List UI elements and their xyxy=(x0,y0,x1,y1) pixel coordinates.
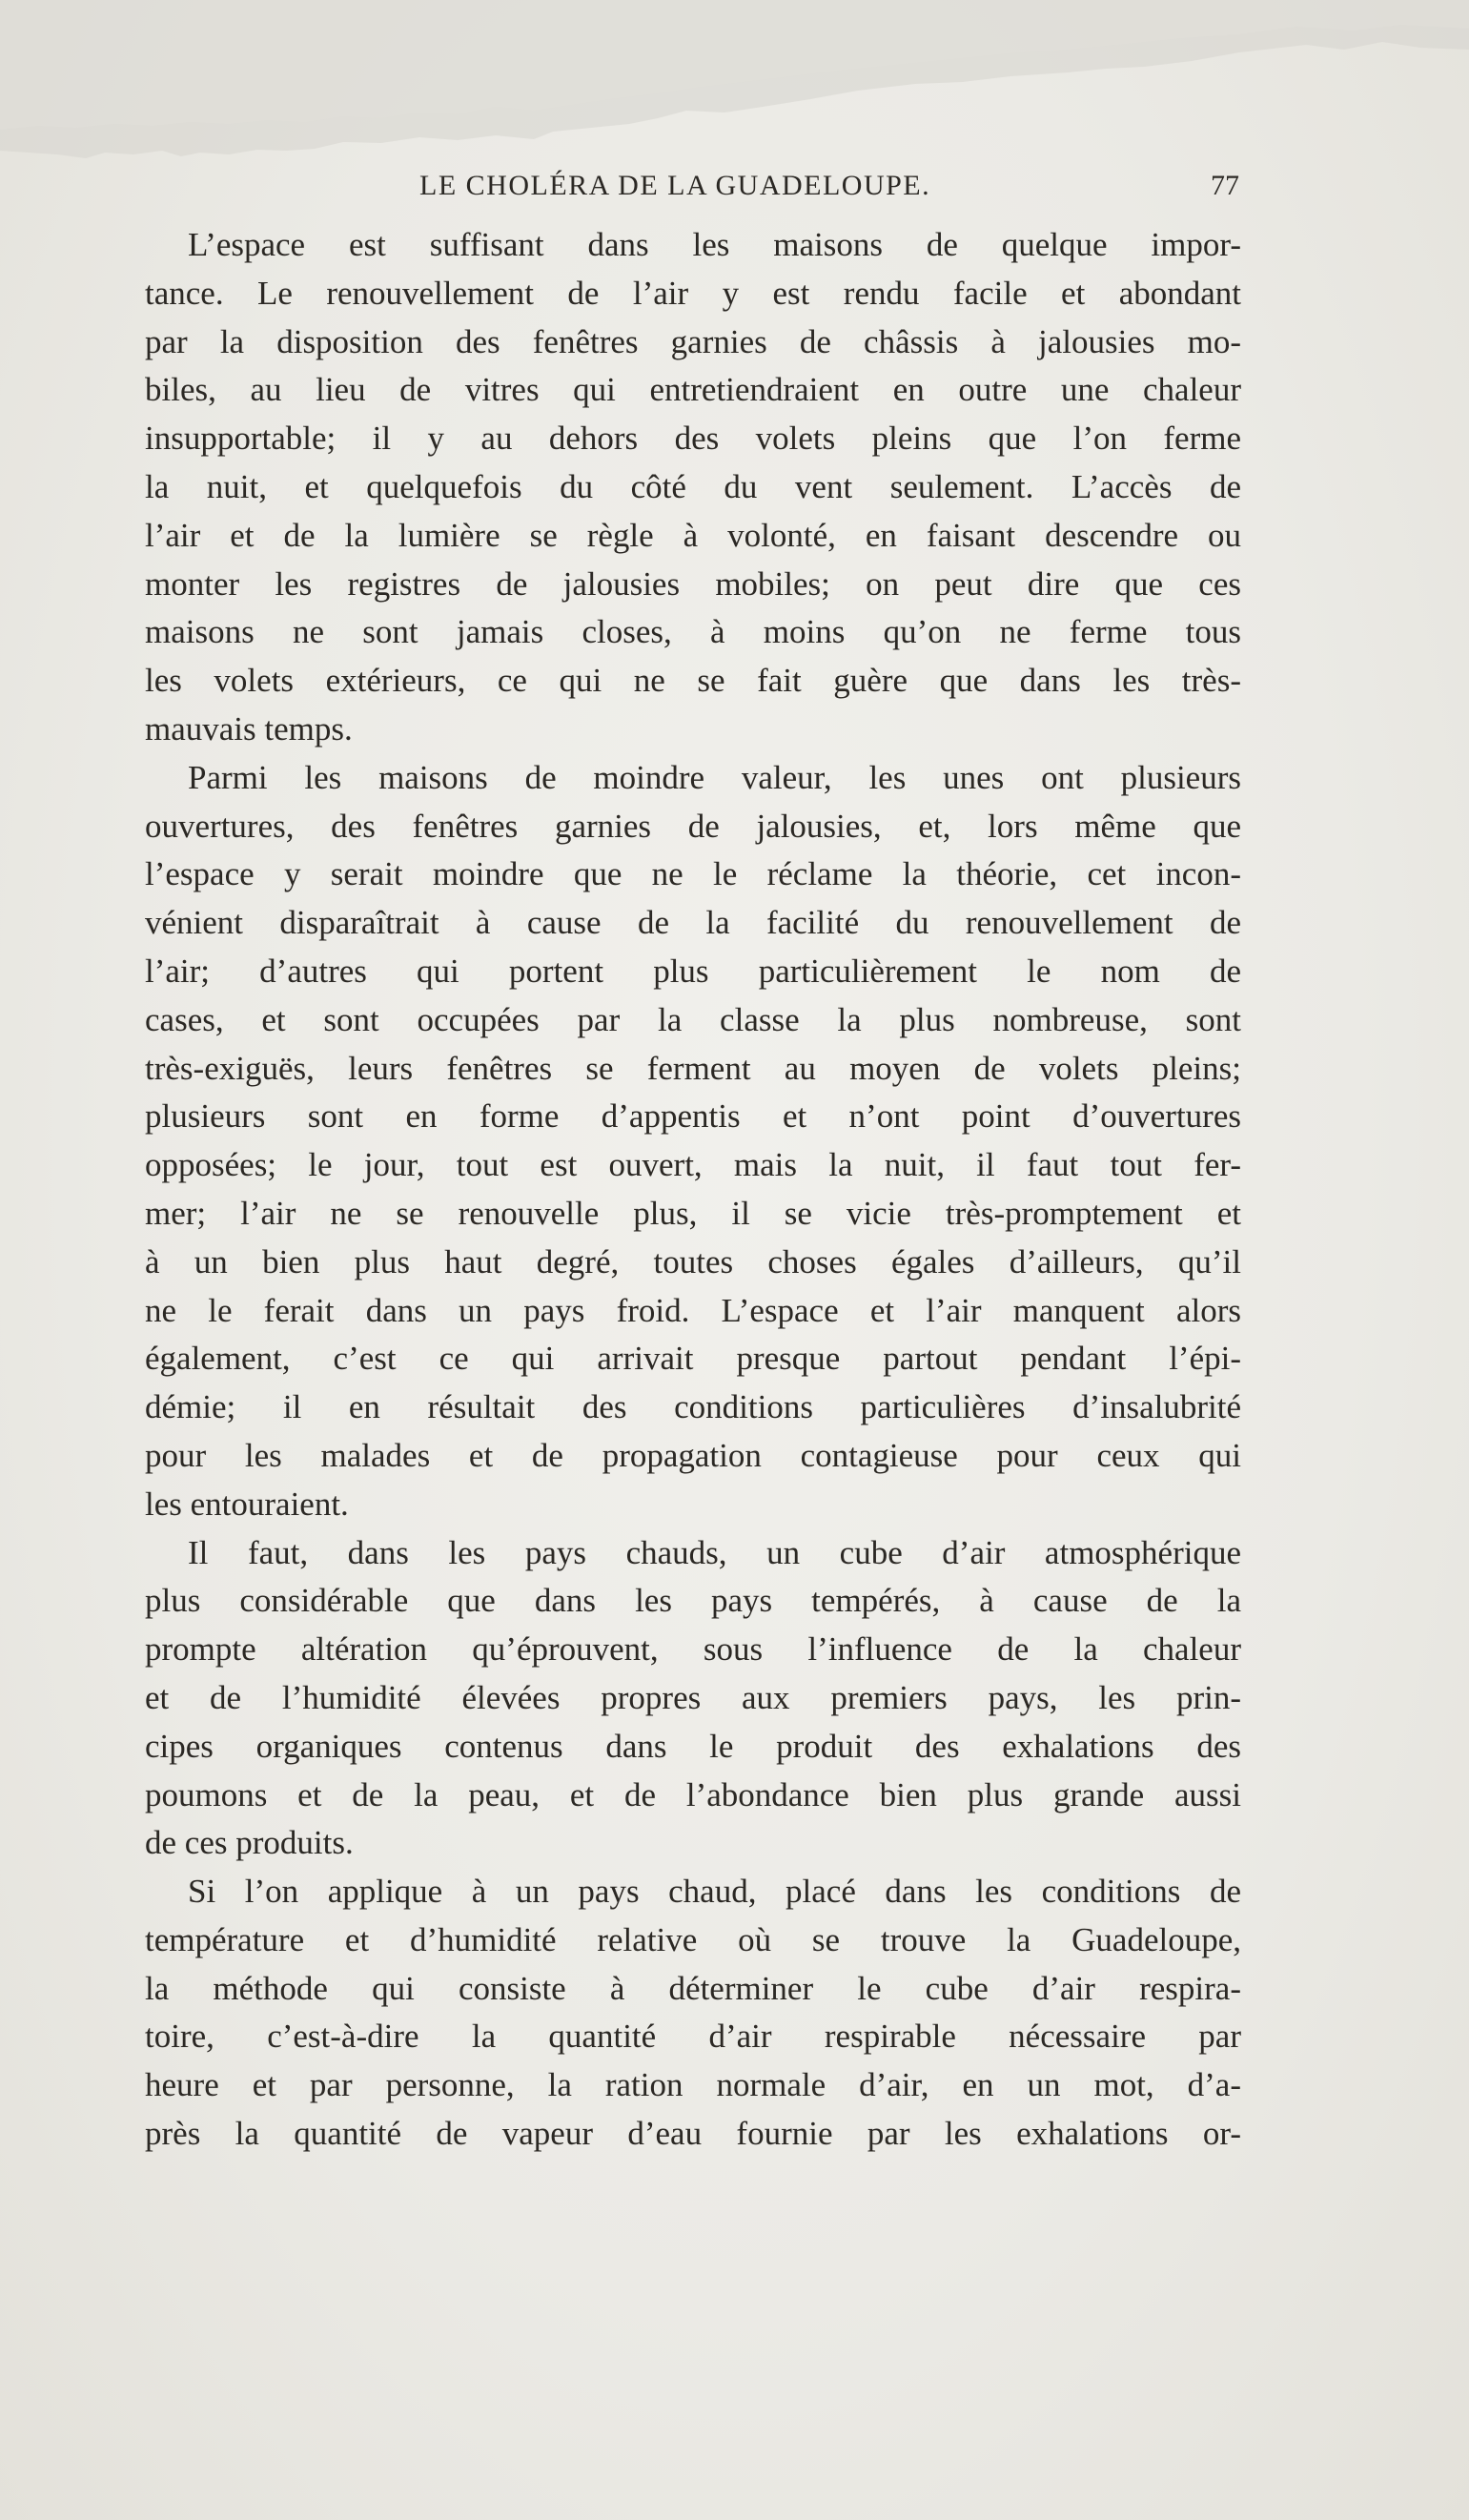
text-line: et de l’humidité élevées propres aux premiers pays, les prin- xyxy=(145,1678,1241,1716)
text-line: prompte altération qu’éprouvent, sous l’influence de la chaleur xyxy=(145,1630,1241,1669)
text-line: tance. Le renouvellement de l’air y est rendu facile et abondant xyxy=(145,274,1241,312)
text-line: toire, c’est-à-dire la quantité d’air respirable nécessaire par xyxy=(145,2018,1241,2056)
text-line: démie; il en résultait des conditions particulières d’insalubrité xyxy=(145,1388,1241,1426)
text-line: l’espace y serait moindre que ne le réclame la théorie, cet incon- xyxy=(145,855,1241,893)
text-line: la nuit, et quelquefois du côté du vent seulement. L’accès de xyxy=(145,467,1241,505)
text-line: monter les registres de jalousies mobiles; on peut dire que ces xyxy=(145,564,1241,603)
page-number: 77 xyxy=(1211,170,1239,201)
running-head: LE CHOLÉRA DE LA GUADELOUPE. xyxy=(419,170,931,201)
text-line: vénient disparaîtrait à cause de la facilité du renouvellement de xyxy=(145,904,1241,942)
text-line: Parmi les maisons de moindre valeur, les unes ont plusieurs xyxy=(188,758,1241,796)
text-line: Si l’on applique à un pays chaud, placé dans les conditions de xyxy=(188,1873,1241,1911)
text-line: maisons ne sont jamais closes, à moins qu’on ne ferme tous xyxy=(145,613,1241,651)
text-line: à un bien plus haut degré, toutes choses égales d’ailleurs, qu’il xyxy=(145,1242,1241,1280)
text-line: de ces produits. xyxy=(145,1824,354,1862)
text-line: heure et par personne, la ration normale d’air, en un mot, d’a- xyxy=(145,2066,1241,2104)
text-line: également, c’est ce qui arrivait presque partout pendant l’épi- xyxy=(145,1340,1241,1378)
text-line: L’espace est suffisant dans les maisons de quelque impor- xyxy=(188,226,1241,263)
body-text xyxy=(145,221,1241,2159)
text-line: cases, et sont occupées par la classe la plus nombreuse, sont xyxy=(145,1000,1241,1038)
text-line: ne le ferait dans un pays froid. L’espace et l’air manquent alors xyxy=(145,1291,1241,1329)
text-line: mauvais temps. xyxy=(145,709,353,748)
text-line: ouvertures, des fenêtres garnies de jalousies, et, lors même que xyxy=(145,807,1241,845)
text-line: l’air; d’autres qui portent plus particulièrement le nom de xyxy=(145,952,1241,990)
page-header xyxy=(143,162,1239,210)
text-line: insupportable; il y au dehors des volets pleins que l’on ferme xyxy=(145,420,1241,458)
text-line: les volets extérieurs, ce qui ne se fait guère que dans les très- xyxy=(145,662,1241,700)
text-line: les entouraient. xyxy=(145,1485,349,1523)
text-line: biles, au lieu de vitres qui entretiendraient en outre une chaleur xyxy=(145,371,1241,409)
text-line: l’air et de la lumière se règle à volonté, en faisant descendre ou xyxy=(145,516,1241,554)
text-line: Il faut, dans les pays chauds, un cube d’air atmosphérique xyxy=(188,1533,1241,1571)
text-line: très-exiguës, leurs fenêtres se ferment au moyen de volets pleins; xyxy=(145,1049,1241,1087)
text-line: pour les malades et de propagation contagieuse pour ceux qui xyxy=(145,1436,1241,1474)
text-line: poumons et de la peau, et de l’abondance bien plus grande aussi xyxy=(145,1775,1241,1813)
text-line: cipes organiques contenus dans le produit des exhalations des xyxy=(145,1727,1241,1765)
text-line: température et d’humidité relative où se trouve la Guadeloupe, xyxy=(145,1920,1241,1958)
text-line: plusieurs sont en forme d’appentis et n’ont point d’ouvertures xyxy=(145,1097,1241,1136)
text-line: par la disposition des fenêtres garnies de châssis à jalousies mo- xyxy=(145,322,1241,360)
text-line: la méthode qui consiste à déterminer le cube d’air respira- xyxy=(145,1969,1241,2007)
text-line: plus considérable que dans les pays tempérés, à cause de la xyxy=(145,1582,1241,1620)
text-line: près la quantité de vapeur d’eau fournie par les exhalations or- xyxy=(145,2115,1241,2153)
text-line: mer; l’air ne se renouvelle plus, il se vicie très-promptement et xyxy=(145,1194,1241,1232)
text-line: opposées; le jour, tout est ouvert, mais la nuit, il faut tout fer- xyxy=(145,1146,1241,1184)
torn-paper-edge xyxy=(0,0,1469,167)
